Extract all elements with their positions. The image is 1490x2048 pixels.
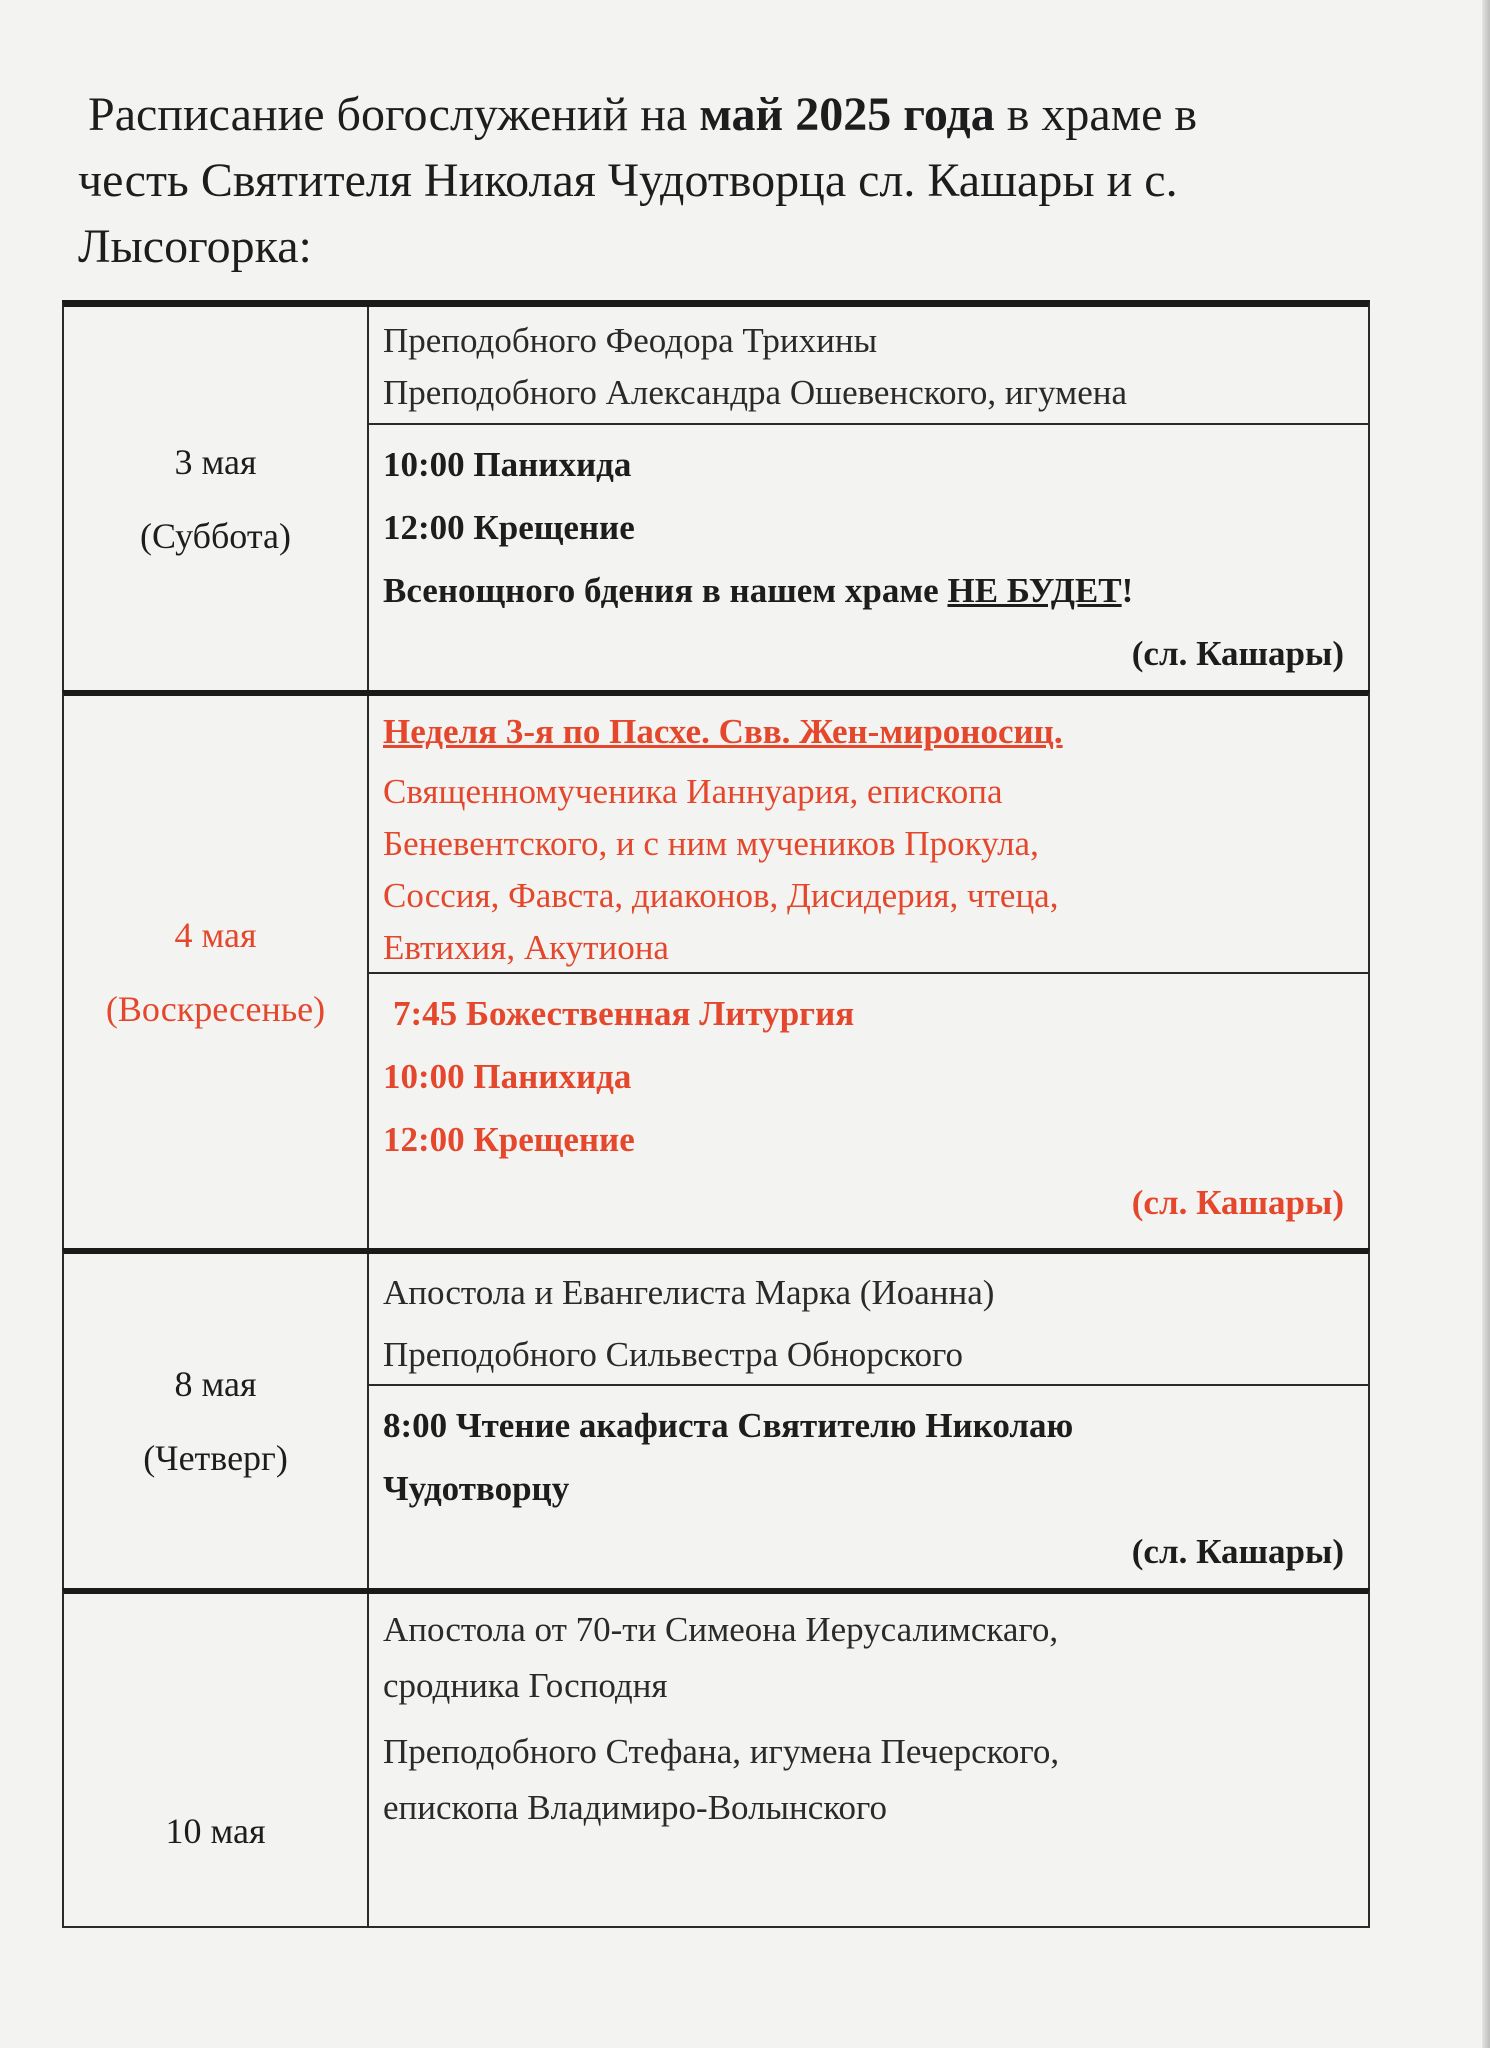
weekday: (Суббота): [140, 515, 291, 556]
saint-line: Соссия, Фавста, диаконов, Дисидерия, чтеца,: [383, 876, 1059, 915]
saint-line: Священномученика Ианнуария, епископа: [383, 772, 1003, 811]
notice-line: Всенощного бдения в нашем храме НЕ БУДЕТ!: [383, 571, 1134, 610]
date-cell: [64, 307, 369, 690]
scan-edge: [1482, 0, 1490, 2048]
title-line-3: Лысогорка:: [78, 220, 312, 273]
service-line: 8:00 Чтение акафиста Святителю Николаю: [383, 1406, 1074, 1445]
schedule-row-may-3: [62, 300, 1370, 690]
saint-line: Евтихия, Акутиона: [383, 928, 669, 967]
saint-line: Апостола от 70-ти Симеона Иерусалимскаго,: [383, 1610, 1059, 1649]
services-cell: [369, 423, 1368, 695]
saint-line: Преподобного Александра Ошевенского, игумена: [383, 373, 1128, 412]
date: 4 мая: [174, 915, 257, 955]
service-line: 10:00 Панихида: [383, 1057, 632, 1096]
saint-line: епископа Владимиро-Волынского: [383, 1788, 888, 1827]
weekday: (Воскресенье): [105, 989, 326, 1029]
notice-emphasis: НЕ БУДЕТ: [947, 571, 1122, 610]
title-month: май 2025 года: [699, 88, 995, 141]
place-label: (сл. Кашары): [1131, 634, 1344, 673]
date-cell: [64, 696, 369, 1248]
saints-cell: [369, 1594, 1368, 1926]
weekday: (Четверг): [143, 1438, 288, 1478]
services-cell: [369, 1384, 1368, 1593]
saints-cell: [369, 696, 1368, 972]
date: 10 мая: [165, 1811, 266, 1851]
place-label: (сл. Кашары): [1131, 1183, 1344, 1222]
title-line-2: честь Святителя Николая Чудотворца сл. Кашары и с.: [78, 154, 1178, 207]
schedule-row-may-8: [62, 1248, 1370, 1588]
date: 3 мая: [174, 441, 257, 482]
saint-line: Преподобного Стефана, игумена Печерского,: [383, 1732, 1060, 1771]
saint-line: Преподобного Феодора Трихины: [383, 321, 878, 360]
saint-line: Беневентского, и с ним мучеников Прокула,: [383, 824, 1039, 863]
title-line-1: Расписание богослужений на май 2025 года в храме в: [88, 88, 1198, 141]
schedule-row-may-4: [62, 690, 1370, 1248]
service-line: 12:00 Крещение: [383, 508, 635, 547]
date-cell: [64, 1254, 369, 1588]
page-title: [78, 82, 1378, 280]
place-label: (сл. Кашары): [1131, 1532, 1344, 1571]
service-line: 7:45 Божественная Литургия: [393, 994, 855, 1033]
schedule-row-may-10: [62, 1588, 1370, 1928]
service-line: 12:00 Крещение: [383, 1120, 635, 1159]
saint-line: сродника Господня: [383, 1666, 668, 1705]
date-cell: [64, 1594, 369, 1926]
services-cell: [369, 972, 1368, 1248]
feast-title: Неделя 3-я по Пасхе. Свв. Жен-мироносиц.: [383, 712, 1063, 751]
saint-line: Апостола и Евангелиста Марка (Иоанна): [383, 1273, 995, 1312]
service-line: Чудотворцу: [383, 1469, 570, 1508]
saints-cell: [369, 307, 1368, 423]
service-line: 10:00 Панихида: [383, 445, 632, 484]
schedule-table: [62, 300, 1370, 1928]
saints-cell: [369, 1254, 1368, 1384]
saint-line: Преподобного Сильвестра Обнорского: [383, 1335, 963, 1374]
date: 8 мая: [174, 1364, 257, 1404]
